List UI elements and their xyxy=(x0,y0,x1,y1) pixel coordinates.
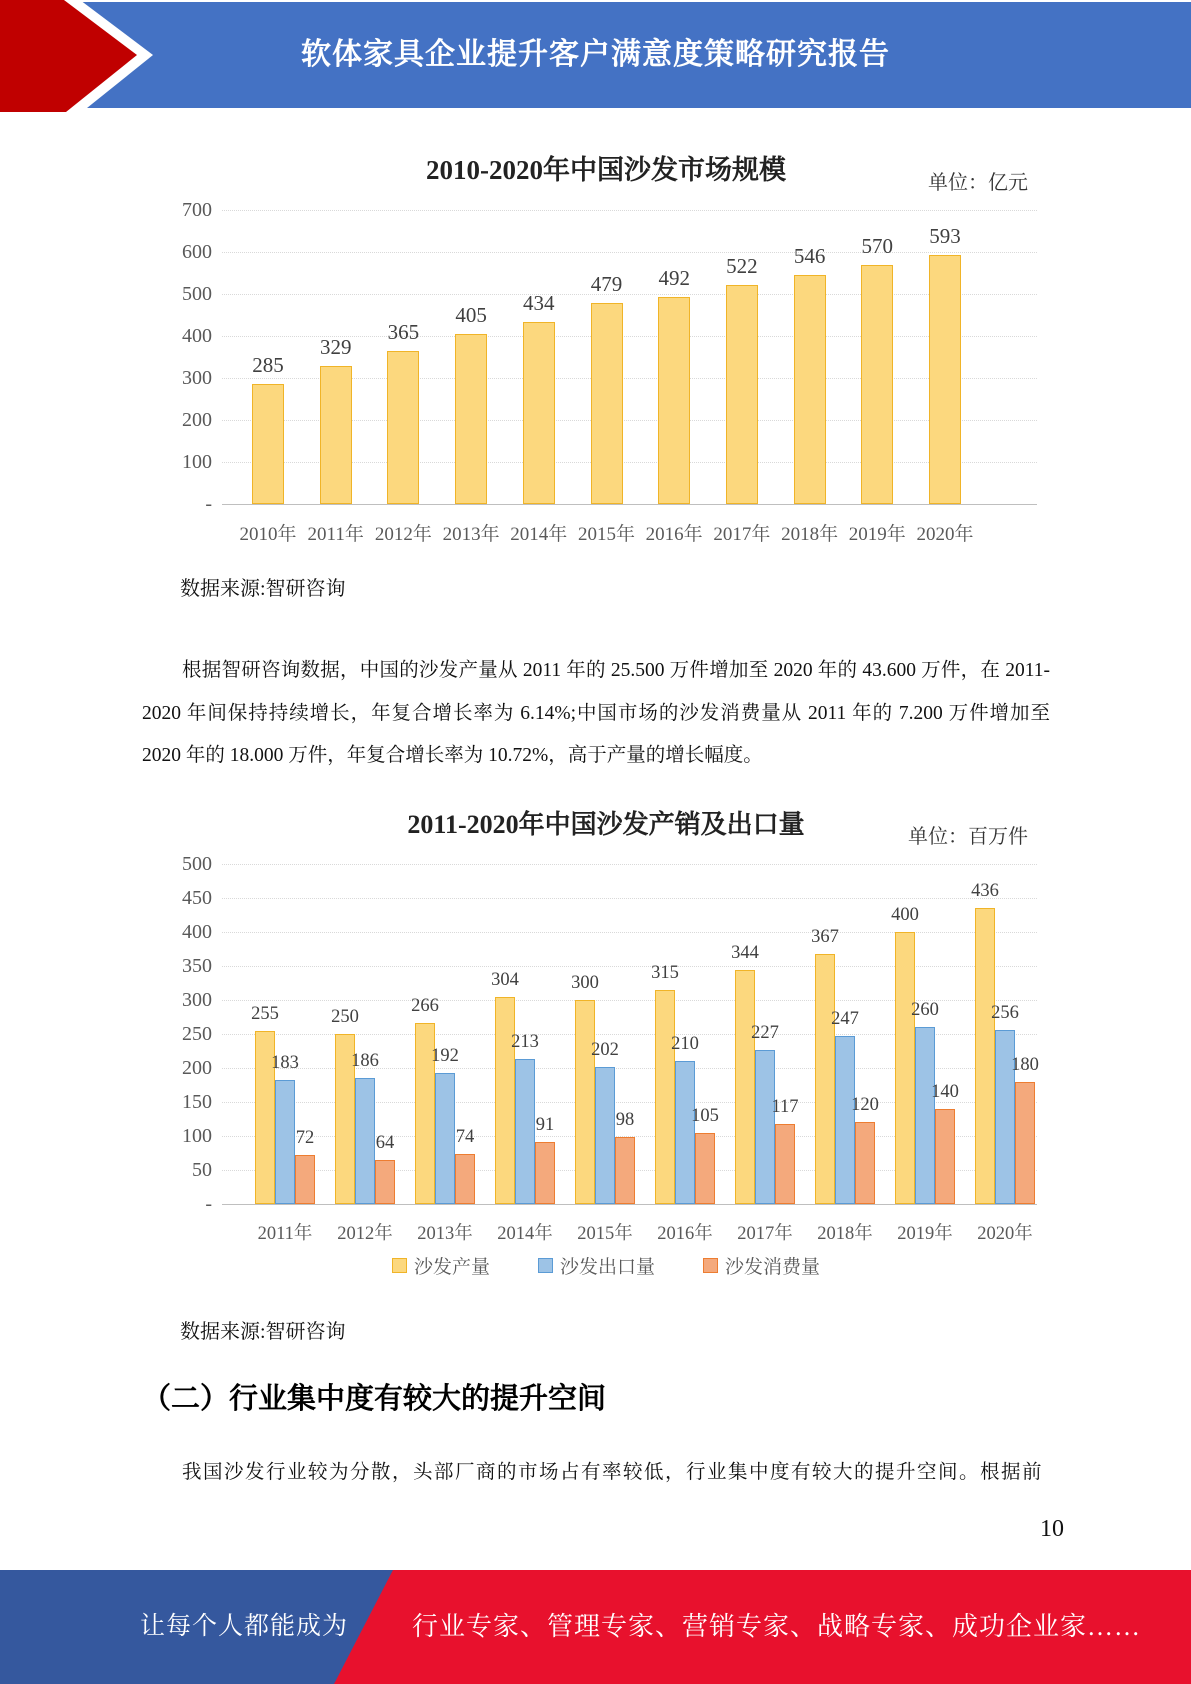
bar-value-label: 492 xyxy=(658,266,690,291)
y-axis-tick-label: - xyxy=(205,1193,212,1215)
bar-value-label: 434 xyxy=(523,290,555,315)
bar xyxy=(975,908,995,1204)
bar xyxy=(755,1050,775,1204)
bar-value-label: 260 xyxy=(911,1000,939,1021)
legend-swatch xyxy=(538,1258,553,1273)
bar-value-label: 285 xyxy=(252,353,284,378)
bar xyxy=(695,1133,715,1204)
x-axis-tick-label: 2010年 xyxy=(239,524,297,545)
legend-item xyxy=(538,1252,655,1279)
sofa-production-export-chart xyxy=(170,790,1042,1290)
x-axis-tick-label: 2011年 xyxy=(307,524,364,545)
bar-value-label: 91 xyxy=(535,1115,555,1136)
footer-left-text: 让每个人都能成为 xyxy=(140,1613,349,1640)
bar-value-label: 367 xyxy=(811,927,839,948)
bar xyxy=(375,1160,395,1204)
footer-right-text: 行业专家、管理专家、营销专家、战略专家、成功企业家…… xyxy=(412,1612,1142,1641)
bar-value-label: 479 xyxy=(590,271,623,296)
chart-plot-area xyxy=(182,853,1039,1244)
bar xyxy=(675,1061,695,1204)
y-axis-tick-label: 450 xyxy=(182,887,212,909)
bar-value-label: 522 xyxy=(726,253,758,278)
y-axis-tick-label: 500 xyxy=(182,283,212,305)
bar xyxy=(861,265,893,504)
bar-value-label: 120 xyxy=(851,1095,879,1116)
bar-value-label: 344 xyxy=(731,943,759,964)
bar xyxy=(658,297,690,504)
chart-legend xyxy=(170,1252,1042,1279)
bar-value-label: 180 xyxy=(1011,1054,1039,1075)
source-note: 数据来源:智研咨询 xyxy=(180,578,346,600)
legend-label: 沙发消费量 xyxy=(725,1257,821,1278)
legend-swatch xyxy=(703,1258,718,1273)
chart-unit-label: 单位：亿元 xyxy=(928,172,1028,194)
bar-value-label: 64 xyxy=(375,1133,395,1154)
legend-label: 沙发产量 xyxy=(413,1257,490,1278)
bar xyxy=(535,1142,555,1204)
footer-band xyxy=(0,1570,1191,1684)
x-axis-tick-label: 2020年 xyxy=(916,524,974,545)
chart-unit-label: 单位：百万件 xyxy=(908,826,1028,848)
bar-value-label: 247 xyxy=(831,1009,859,1030)
gridline xyxy=(222,1204,1037,1205)
x-axis-tick-label: 2019年 xyxy=(897,1224,953,1244)
bar-value-label: 436 xyxy=(971,880,999,901)
x-axis-tick-label: 2017年 xyxy=(737,1224,793,1244)
gridline xyxy=(222,864,1037,865)
x-axis-tick-label: 2014年 xyxy=(510,524,568,545)
bar xyxy=(387,351,419,504)
bar xyxy=(855,1122,875,1204)
y-axis-tick-label: 100 xyxy=(182,1125,212,1147)
x-axis-tick-label: 2016年 xyxy=(645,524,703,545)
bar-value-label: 250 xyxy=(331,1007,359,1027)
bar xyxy=(455,1154,475,1204)
bar-value-label: 329 xyxy=(319,334,352,359)
section-heading: （二）行业集中度有较大的提升空间 xyxy=(142,1383,607,1415)
page-number: 10 xyxy=(1040,1516,1064,1542)
bar xyxy=(320,366,352,504)
y-axis-tick-label: 150 xyxy=(182,1091,212,1113)
bar xyxy=(915,1027,935,1204)
bar-value-label: 405 xyxy=(455,302,487,327)
bar xyxy=(735,970,755,1204)
bar xyxy=(595,1067,615,1204)
bar-value-label: 74 xyxy=(455,1126,475,1147)
red-chevron-icon xyxy=(0,0,160,112)
bar xyxy=(775,1124,795,1204)
bar-value-label: 570 xyxy=(861,233,894,258)
bar-value-label: 192 xyxy=(431,1046,459,1067)
y-axis-tick-label: 200 xyxy=(182,409,212,431)
body-paragraph: 根据智研咨询数据，中国的沙发产量从 2011 年的 25.500 万件增加至 2020 年的 43.600 万件，在 2011-2020 年间保持持续增长，年复合增长率为 6.14%;中国市场的沙发消费量从 2011 年的 7.200 万件增加至 2020 年的 18.000 万件，年复合增长率为 10.72%，高于产量的增长幅度。 xyxy=(142,660,1050,766)
gridline xyxy=(222,252,1037,253)
x-axis-tick-label: 2011年 xyxy=(257,1224,313,1244)
legend-swatch xyxy=(392,1258,407,1273)
bar-value-label: 227 xyxy=(751,1022,779,1043)
legend-label: 沙发出口量 xyxy=(559,1257,655,1278)
x-axis-tick-label: 2018年 xyxy=(781,524,839,545)
bar-value-label: 202 xyxy=(591,1039,619,1060)
y-axis-tick-label: 200 xyxy=(182,1057,212,1079)
gridline xyxy=(222,504,1037,505)
x-axis-tick-label: 2014年 xyxy=(497,1224,553,1244)
x-axis-tick-label: 2015年 xyxy=(577,1224,633,1244)
legend-item xyxy=(392,1252,490,1279)
bar xyxy=(591,303,623,504)
bar-value-label: 255 xyxy=(251,1003,279,1024)
bar xyxy=(495,997,515,1204)
chart-plot-area xyxy=(182,199,1037,545)
bar xyxy=(794,275,826,504)
chart-title: 2010-2020年中国沙发市场规模 xyxy=(426,155,786,185)
x-axis-tick-label: 2018年 xyxy=(817,1224,873,1244)
bar xyxy=(726,285,758,504)
bar xyxy=(935,1109,955,1204)
x-axis-tick-label: 2012年 xyxy=(337,1224,393,1244)
bar xyxy=(835,1036,855,1204)
gridline xyxy=(222,898,1037,899)
bar-value-label: 183 xyxy=(271,1052,299,1073)
bar-value-label: 593 xyxy=(929,223,961,248)
x-axis-tick-label: 2020年 xyxy=(977,1224,1033,1244)
bar-value-label: 210 xyxy=(671,1034,699,1055)
x-axis-tick-label: 2013年 xyxy=(417,1224,473,1244)
bar xyxy=(1015,1082,1035,1204)
bar xyxy=(615,1137,635,1204)
y-axis-tick-label: 500 xyxy=(182,853,212,875)
bar xyxy=(295,1155,315,1204)
sofa-market-size-chart xyxy=(170,140,1042,545)
bar-value-label: 105 xyxy=(691,1105,719,1126)
body-paragraph: 我国沙发行业较为分散，头部厂商的市场占有率较低，行业集中度有较大的提升空间。根据前 xyxy=(181,1462,1043,1483)
bar xyxy=(575,1000,595,1204)
y-axis-tick-label: 600 xyxy=(182,241,212,263)
page-title: 软体家具企业提升客户满意度策略研究报告 xyxy=(301,38,890,71)
y-axis-tick-label: 700 xyxy=(182,199,212,221)
bar-value-label: 266 xyxy=(411,996,439,1017)
y-axis-tick-label: 300 xyxy=(182,367,212,389)
y-axis-tick-label: 400 xyxy=(182,325,212,347)
bar xyxy=(895,932,915,1204)
y-axis-tick-label: 250 xyxy=(182,1023,212,1045)
bar-value-label: 315 xyxy=(651,962,679,983)
bar xyxy=(929,255,961,504)
x-axis-tick-label: 2016年 xyxy=(657,1224,713,1244)
y-axis-tick-label: 100 xyxy=(182,451,212,473)
x-axis-tick-label: 2015年 xyxy=(577,524,635,545)
bar xyxy=(252,384,284,504)
y-axis-tick-label: 350 xyxy=(182,955,212,977)
legend-item xyxy=(703,1252,820,1279)
bar-value-label: 304 xyxy=(491,970,519,991)
chart-title: 2011-2020年中国沙发产销及出口量 xyxy=(407,810,805,839)
bar-value-label: 72 xyxy=(295,1128,315,1149)
bar-value-label: 140 xyxy=(931,1081,959,1102)
x-axis-tick-label: 2019年 xyxy=(848,524,906,545)
y-axis-tick-label: 50 xyxy=(192,1159,212,1181)
x-axis-tick-label: 2017年 xyxy=(713,524,771,545)
bar-value-label: 300 xyxy=(571,973,599,993)
x-axis-tick-label: 2012年 xyxy=(374,524,432,545)
y-axis-tick-label: - xyxy=(205,493,212,515)
y-axis-tick-label: 300 xyxy=(182,989,212,1011)
bar-value-label: 365 xyxy=(387,319,420,344)
source-note: 数据来源:智研咨询 xyxy=(180,1321,346,1343)
bar-value-label: 98 xyxy=(615,1110,635,1131)
bar xyxy=(455,334,487,504)
x-axis-tick-label: 2013年 xyxy=(442,524,500,545)
bar xyxy=(655,990,675,1204)
bar-value-label: 546 xyxy=(793,243,826,268)
bar-value-label: 400 xyxy=(891,905,919,925)
bar-value-label: 186 xyxy=(351,1050,379,1071)
y-axis-tick-label: 400 xyxy=(182,921,212,943)
bar-value-label: 213 xyxy=(511,1032,539,1053)
bar xyxy=(523,322,555,504)
gridline xyxy=(222,210,1037,211)
bar xyxy=(815,954,835,1204)
bar-value-label: 117 xyxy=(771,1097,799,1118)
bar-value-label: 256 xyxy=(991,1002,1019,1023)
